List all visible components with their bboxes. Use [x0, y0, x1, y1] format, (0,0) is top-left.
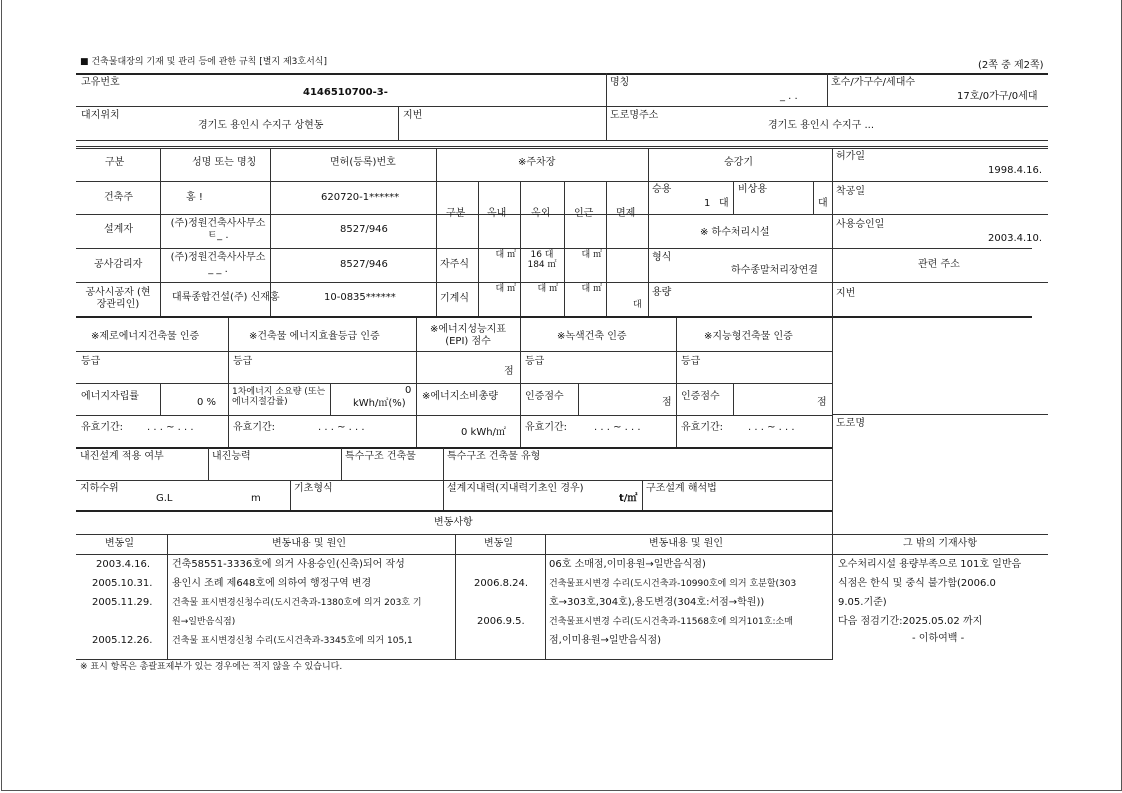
cert-total-value: 0 kWh/㎡ — [461, 427, 506, 438]
groundwater-label: 지하수위 — [80, 483, 119, 494]
people-license-4: 10-0835****** — [324, 292, 396, 303]
people-h-license: 면허(등록)번호 — [330, 157, 396, 168]
elevator-passenger-value: 1 — [704, 198, 711, 209]
change-line-1: 건축58551-3336호에 의거 사용승인(신축)되어 작성 — [172, 559, 405, 570]
people-license-2: 8527/946 — [340, 224, 388, 235]
parking-h-nearby: 인근 — [574, 208, 594, 219]
change-line-3: 건축물 표시변경신청수리(도시건축과-1380호에 의거 203호 기 — [172, 598, 422, 608]
change-line-9: 건축물표시변경 수리(도시건축과-11568호에 의거101호:소매 — [549, 617, 793, 627]
elevator-emergency-unit: 대 — [818, 198, 828, 209]
start-label: 착공일 — [836, 186, 865, 197]
parking-title: ※주차장 — [518, 157, 556, 168]
change-line-7: 건축물표시변경 수리(도시건축과-10990호에 의거 호분할(303 — [549, 579, 797, 589]
cert-valid-label-1: 유효기간: — [81, 422, 124, 433]
people-license-1: 620720-1****** — [321, 192, 400, 203]
seismic-special-label: 특수구조 건축물 — [345, 451, 416, 462]
parking-exempt-unit: 대 — [633, 300, 642, 310]
sewage-title: ※ 하수처리시설 — [700, 227, 770, 238]
cert-grade-label-2: 등급 — [233, 356, 253, 367]
related-road-label: 도로명 — [836, 418, 865, 429]
people-role-1: 건축주 — [104, 192, 133, 203]
cert-zero-energy: ※제로에너지건축물 인증 — [91, 331, 200, 342]
approval-value: 2003.4.10. — [988, 233, 1043, 244]
parking-self-indoor: 대 ㎡ — [495, 250, 516, 260]
cert-self-rate-value: 0 % — [197, 397, 217, 408]
cert-green: ※녹색건축 인증 — [557, 331, 627, 342]
design-bearing-label: 설계지내력(지내력기초인 경우) — [447, 483, 584, 494]
cert-score-label-2: 인증점수 — [681, 391, 720, 402]
people-name-1: 홍 ! — [186, 192, 203, 203]
cert-grade-label-4: 등급 — [681, 356, 701, 367]
parking-mech-label: 기계식 — [440, 293, 469, 304]
sewage-type-label: 형식 — [652, 252, 672, 263]
page-indicator: (2쪽 중 제2쪽) — [978, 60, 1044, 71]
road-address-value: 경기도 용인시 수지구 ... — [768, 120, 875, 131]
parking-h-indoor: 옥내 — [487, 208, 507, 219]
change-date-6: 2006.8.24. — [474, 578, 529, 589]
cert-grade-label-3: 등급 — [525, 356, 545, 367]
cert-self-rate-label: 에너지자립률 — [81, 391, 139, 402]
units-value: 17호/0가구/0세대 — [957, 91, 1038, 102]
site-value: 경기도 용인시 수지구 상현동 — [198, 120, 324, 131]
parking-self-nearby: 대 ㎡ — [581, 250, 602, 260]
parking-h-exempt: 면제 — [616, 208, 636, 219]
unique-no-label: 고유번호 — [81, 77, 120, 88]
change-date-3: 2005.11.29. — [92, 597, 153, 608]
cert-score-label-1: 인증점수 — [525, 391, 564, 402]
cert-score-unit-2: 점 — [817, 397, 827, 408]
footnote: ※ 표시 항목은 총괄표제부가 있는 경우에는 적지 않을 수 있습니다. — [80, 662, 343, 672]
change-line-8: 호→303호,304호),용도변경(304호:서점→학원)) — [549, 597, 765, 608]
parking-h-outdoor: 옥외 — [531, 208, 551, 219]
cert-primary-unit: kWh/㎡(%) — [353, 398, 406, 409]
parking-mech-nearby: 대 ㎡ — [581, 284, 602, 294]
elevator-passenger-label: 승용 — [652, 184, 672, 195]
other-line-5: - 이하여백 - — [912, 633, 965, 644]
seismic-applied-label: 내진설계 적용 여부 — [80, 451, 164, 462]
change-line-2: 용인시 조례 제648호에 의하여 행정구역 변경 — [172, 578, 372, 589]
cert-primary-value: 0 — [405, 385, 412, 396]
people-h-category: 구분 — [105, 157, 125, 168]
name-label: 명칭 — [610, 77, 630, 88]
groundwater-unit: m — [251, 493, 261, 504]
people-name-4: 대륙종합건설(주) 신재홍 — [172, 292, 280, 303]
changes-h-content-2: 변동내용 및 원인 — [649, 538, 723, 549]
cert-epi-point-unit: 점 — [504, 366, 514, 377]
lot-label: 지번 — [403, 110, 423, 121]
change-date-5: 2005.12.26. — [92, 635, 153, 646]
change-date-1: 2003.4.16. — [96, 559, 151, 570]
cert-primary-label: 1차에너지 소요량 (또는 에너지절감률) — [232, 387, 326, 408]
people-name-3: (주)정원건축사사무소 _ _ . — [170, 252, 266, 275]
parking-self-label: 자주식 — [440, 259, 469, 270]
road-address-label: 도로명주소 — [610, 110, 659, 121]
seismic-capacity-label: 내진능력 — [212, 451, 251, 462]
unique-no-value: 4146510700-3- — [303, 87, 388, 98]
cert-total-label: ※에너지소비총량 — [422, 391, 498, 402]
cert-smart: ※지능형건축물 인증 — [704, 331, 793, 342]
site-label: 대지위치 — [81, 110, 120, 121]
people-role-3: 공사감리자 — [94, 259, 143, 270]
approval-label: 사용승인일 — [836, 219, 885, 230]
name-value: _ . . — [780, 91, 798, 102]
foundation-label: 기초형식 — [294, 483, 333, 494]
cert-valid-value-3: . . . ~ . . . — [594, 422, 641, 433]
change-line-4: 원→일반음식점) — [172, 617, 236, 627]
sewage-capacity-label: 용량 — [652, 287, 672, 298]
cert-score-unit-1: 점 — [662, 397, 672, 408]
cert-energy-grade: ※건축물 에너지효율등급 인증 — [249, 331, 380, 342]
design-bearing-unit: t/㎡ — [619, 493, 638, 504]
changes-h-other: 그 밖의 기재사항 — [903, 538, 977, 549]
cert-valid-label-2: 유효기간: — [233, 422, 276, 433]
cert-epi: ※에너지성능지표(EPI) 점수 — [430, 324, 506, 347]
elevator-emergency-label: 비상용 — [738, 184, 767, 195]
cert-valid-label-3: 유효기간: — [525, 422, 568, 433]
cert-valid-value-4: . . . ~ . . . — [748, 422, 795, 433]
groundwater-value: G.L — [156, 493, 173, 504]
change-date-7: 2006.9.5. — [477, 616, 525, 627]
people-role-4: 공사시공자 (현장관리인) — [85, 287, 151, 310]
cert-grade-label-1: 등급 — [81, 356, 101, 367]
change-date-2: 2005.10.31. — [92, 578, 153, 589]
parking-self-outdoor: 16 대 184 ㎡ — [527, 250, 557, 271]
seismic-special-type-label: 특수구조 건축물 유형 — [447, 451, 541, 462]
changes-h-content-1: 변동내용 및 원인 — [272, 538, 346, 549]
people-name-2: (주)정원건축사사무소 ㅌ_ . — [170, 218, 266, 241]
other-line-2: 식점은 한식 및 중식 불가함(2006.0 — [838, 578, 996, 589]
other-line-3: 9.05.기준) — [838, 597, 887, 608]
people-license-3: 8527/946 — [340, 259, 388, 270]
elevator-title: 승강기 — [724, 157, 753, 168]
changes-h-date-1: 변동일 — [105, 538, 134, 549]
cert-valid-label-4: 유효기간: — [681, 422, 724, 433]
people-role-2: 설계자 — [104, 224, 133, 235]
elevator-passenger-unit: 대 — [719, 198, 729, 209]
sewage-type-value: 하수종말처리장연결 — [731, 265, 818, 276]
people-h-name: 성명 또는 명칭 — [192, 157, 257, 168]
permit-value: 1998.4.16. — [988, 165, 1043, 176]
related-title: 관련 주소 — [918, 259, 960, 270]
change-line-5: 건축물 표시변경신청 수리(도시건축과-3345호에 의거 105,1 — [172, 636, 413, 646]
analysis-label: 구조설계 해석법 — [646, 483, 717, 494]
cert-valid-value-2: . . . ~ . . . — [318, 422, 365, 433]
permit-label: 허가일 — [836, 151, 865, 162]
changes-h-date-2: 변동일 — [484, 538, 513, 549]
parking-mech-outdoor: 대 ㎡ — [537, 284, 558, 294]
units-label: 호수/가구수/세대수 — [831, 77, 916, 88]
change-line-10: 점,이미용원→일반음식점) — [549, 635, 662, 646]
changes-title: 변동사항 — [434, 517, 473, 528]
parking-mech-indoor: 대 ㎡ — [495, 284, 516, 294]
change-line-6: 06호 소매점,이미용원→일반음식점) — [549, 559, 706, 570]
other-line-1: 오수처리시설 용량부족으로 101호 일반음 — [838, 559, 1022, 570]
related-lot-label: 지번 — [836, 288, 856, 299]
other-line-4: 다음 점검기간:2025.05.02 까지 — [838, 616, 983, 627]
parking-h-category: 구분 — [446, 208, 466, 219]
form-title: ■ 건축물대장의 기재 및 관리 등에 관한 규칙 [별지 제3호서식] — [80, 57, 327, 67]
cert-valid-value-1: . . . ~ . . . — [147, 422, 194, 433]
